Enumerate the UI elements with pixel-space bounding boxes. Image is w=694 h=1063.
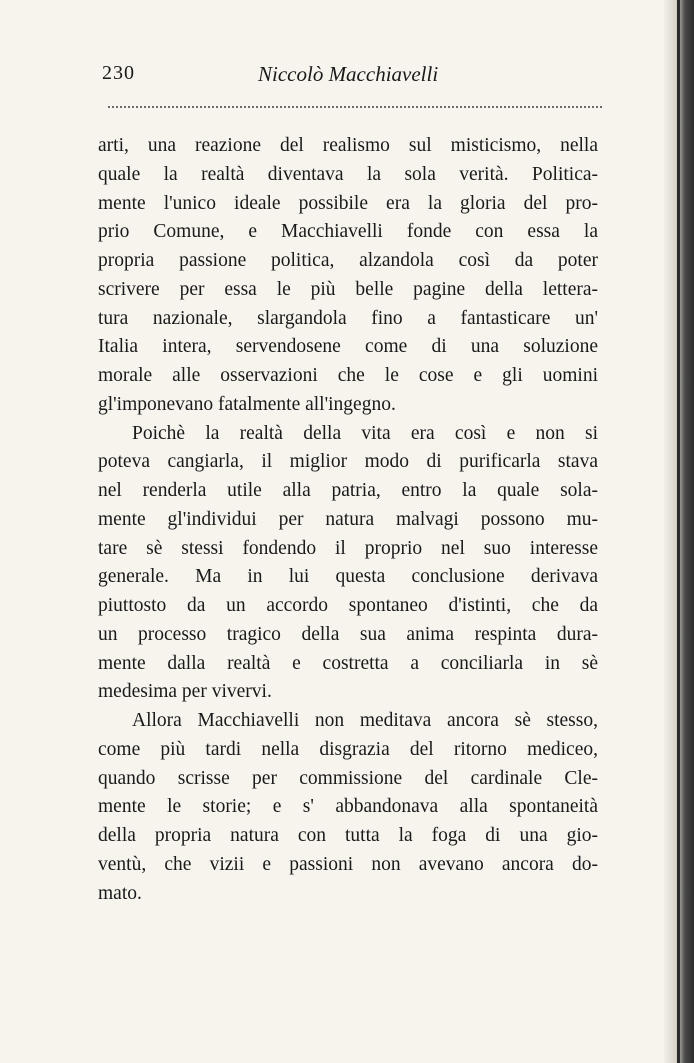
text-line: tare sè stessi fondendo il proprio nel suo interesse: [98, 537, 598, 559]
text-line: della propria natura con tutta la foga di una gio-: [98, 825, 598, 846]
text-line: prio Comune, e Macchiavelli fonde con essa la: [98, 221, 598, 243]
running-title: Niccolò Macchiavelli: [258, 62, 439, 86]
paragraph: [98, 132, 598, 420]
text-line: piuttosto da un accordo spontaneo d'istinti, che da: [98, 595, 598, 616]
paragraph: [98, 420, 598, 708]
body-text: [98, 132, 598, 908]
text-line: tura nazionale, slargandola fino a fantasticare un': [98, 307, 598, 329]
text-line: Poichè la realtà della vita era così e non si: [132, 422, 598, 444]
text-line: quando scrisse per commissione del cardinale Cle-: [98, 767, 598, 789]
text-line: mato.: [98, 882, 142, 904]
page-number: 230: [102, 62, 135, 84]
text-line: morale alle osservazioni che le cose e gli uomini: [98, 365, 598, 386]
text-line: propria passione politica, alzandola così da poter: [98, 250, 598, 271]
text-line: ventù, che vizii e passioni non avevano ancora do-: [98, 853, 598, 875]
text-line: arti, una reazione del realismo sul misticismo, nella: [98, 135, 598, 156]
page-edge-line: [677, 0, 680, 1063]
text-line: mente l'unico ideale possibile era la gloria del pro-: [98, 192, 598, 214]
text-line: come più tardi nella disgrazia del ritorno mediceo,: [98, 738, 598, 760]
text-line: gl'imponevano fatalmente all'ingegno.: [98, 393, 396, 415]
text-line: quale la realtà diventava la sola verità. Politica-: [98, 163, 598, 185]
page-header: [102, 58, 602, 98]
text-line: nel renderla utile alla patria, entro la quale sola-: [98, 480, 598, 501]
text-line: mente gl'individui per natura malvagi possono mu-: [98, 508, 598, 530]
text-line: mente le storie; e s' abbandonava alla spontaneità: [98, 796, 598, 818]
text-line: mente dalla realtà e costretta a conciliarla in sè: [98, 652, 598, 674]
text-line: medesima per vivervi.: [98, 681, 272, 703]
text-line: scrivere per essa le più belle pagine della lettera-: [98, 278, 598, 300]
header-rule: [108, 106, 602, 108]
paragraph: [98, 707, 598, 908]
text-line: poteva cangiarla, il miglior modo di purificarla stava: [98, 451, 598, 473]
text-line: Italia intera, servendosene come di una soluzione: [98, 336, 598, 358]
text-line: Allora Macchiavelli non meditava ancora sè stesso,: [132, 710, 598, 731]
text-line: un processo tragico della sua anima respinta dura-: [98, 623, 598, 645]
text-line: generale. Ma in lui questa conclusione derivava: [98, 566, 598, 588]
